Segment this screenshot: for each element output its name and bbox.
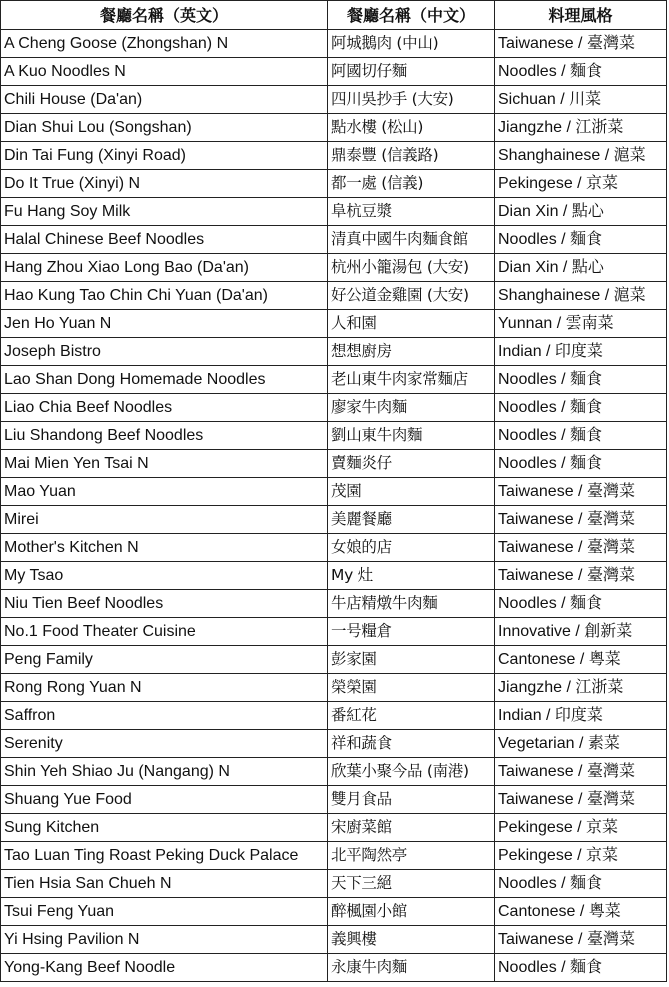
table-row bbox=[1, 394, 667, 422]
table-row bbox=[1, 450, 667, 478]
cell-name-chinese: 一号糧倉 bbox=[328, 618, 495, 646]
cell-name-chinese: 醉楓園小館 bbox=[328, 898, 495, 926]
cell-name-chinese: My 灶 bbox=[328, 562, 495, 590]
cell-name-english: Liu Shandong Beef Noodles bbox=[1, 422, 328, 450]
header-row bbox=[1, 1, 667, 30]
cell-name-chinese: 杭州小籠湯包 (大安) bbox=[328, 254, 495, 282]
cell-name-chinese: 牛店精燉牛肉麵 bbox=[328, 590, 495, 618]
table-row bbox=[1, 506, 667, 534]
cell-cuisine: Shanghainese / 滬菜 bbox=[495, 142, 667, 170]
table-row bbox=[1, 646, 667, 674]
table-row bbox=[1, 142, 667, 170]
table-row bbox=[1, 618, 667, 646]
cell-name-english: Yong-Kang Beef Noodle bbox=[1, 954, 328, 982]
header-cuisine: 料理風格 bbox=[495, 1, 667, 30]
cell-name-english: Tsui Feng Yuan bbox=[1, 898, 328, 926]
cell-name-chinese: 好公道金雞園 (大安) bbox=[328, 282, 495, 310]
cell-name-english: Shuang Yue Food bbox=[1, 786, 328, 814]
cell-name-chinese: 榮榮園 bbox=[328, 674, 495, 702]
cell-name-chinese: 阿城鵝肉 (中山) bbox=[328, 30, 495, 58]
table-row bbox=[1, 842, 667, 870]
cell-name-english: Tien Hsia San Chueh N bbox=[1, 870, 328, 898]
cell-name-chinese: 鼎泰豐 (信義路) bbox=[328, 142, 495, 170]
cell-cuisine: Pekingese / 京菜 bbox=[495, 842, 667, 870]
table-header bbox=[1, 1, 667, 30]
cell-name-english: Do It True (Xinyi) N bbox=[1, 170, 328, 198]
cell-name-chinese: 義興樓 bbox=[328, 926, 495, 954]
cell-cuisine: Taiwanese / 臺灣菜 bbox=[495, 534, 667, 562]
cell-name-english: Shin Yeh Shiao Ju (Nangang) N bbox=[1, 758, 328, 786]
table-row bbox=[1, 898, 667, 926]
cell-name-english: Rong Rong Yuan N bbox=[1, 674, 328, 702]
cell-name-chinese: 劉山東牛肉麵 bbox=[328, 422, 495, 450]
cell-cuisine: Noodles / 麵食 bbox=[495, 954, 667, 982]
cell-name-chinese: 阿國切仔麵 bbox=[328, 58, 495, 86]
cell-name-english: Mirei bbox=[1, 506, 328, 534]
cell-cuisine: Noodles / 麵食 bbox=[495, 58, 667, 86]
table-row bbox=[1, 730, 667, 758]
table-body bbox=[1, 30, 667, 982]
cell-name-chinese: 天下三絕 bbox=[328, 870, 495, 898]
table-row bbox=[1, 254, 667, 282]
table-row bbox=[1, 870, 667, 898]
cell-cuisine: Noodles / 麵食 bbox=[495, 870, 667, 898]
cell-name-chinese: 祥和蔬食 bbox=[328, 730, 495, 758]
table-row bbox=[1, 954, 667, 982]
cell-cuisine: Taiwanese / 臺灣菜 bbox=[495, 506, 667, 534]
cell-name-chinese: 茂園 bbox=[328, 478, 495, 506]
cell-name-english: A Cheng Goose (Zhongshan) N bbox=[1, 30, 328, 58]
table-row bbox=[1, 478, 667, 506]
table-row bbox=[1, 926, 667, 954]
cell-cuisine: Noodles / 麵食 bbox=[495, 394, 667, 422]
cell-cuisine: Jiangzhe / 江浙菜 bbox=[495, 114, 667, 142]
cell-cuisine: Taiwanese / 臺灣菜 bbox=[495, 758, 667, 786]
cell-name-english: No.1 Food Theater Cuisine bbox=[1, 618, 328, 646]
cell-cuisine: Taiwanese / 臺灣菜 bbox=[495, 562, 667, 590]
cell-name-chinese: 想想廚房 bbox=[328, 338, 495, 366]
table-row bbox=[1, 758, 667, 786]
cell-name-english: Lao Shan Dong Homemade Noodles bbox=[1, 366, 328, 394]
cell-cuisine: Taiwanese / 臺灣菜 bbox=[495, 926, 667, 954]
cell-name-english: A Kuo Noodles N bbox=[1, 58, 328, 86]
cell-cuisine: Noodles / 麵食 bbox=[495, 226, 667, 254]
header-name-chinese: 餐廳名稱（中文） bbox=[328, 1, 495, 30]
cell-name-chinese: 四川吳抄手 (大安) bbox=[328, 86, 495, 114]
cell-cuisine: Jiangzhe / 江浙菜 bbox=[495, 674, 667, 702]
cell-name-english: Mai Mien Yen Tsai N bbox=[1, 450, 328, 478]
cell-name-chinese: 點水樓 (松山) bbox=[328, 114, 495, 142]
cell-name-english: Yi Hsing Pavilion N bbox=[1, 926, 328, 954]
cell-name-chinese: 欣葉小聚今品 (南港) bbox=[328, 758, 495, 786]
cell-cuisine: Noodles / 麵食 bbox=[495, 590, 667, 618]
cell-name-english: Fu Hang Soy Milk bbox=[1, 198, 328, 226]
cell-name-english: Dian Shui Lou (Songshan) bbox=[1, 114, 328, 142]
table-row bbox=[1, 562, 667, 590]
cell-name-chinese: 賣麵炎仔 bbox=[328, 450, 495, 478]
cell-name-english: Niu Tien Beef Noodles bbox=[1, 590, 328, 618]
table-row bbox=[1, 226, 667, 254]
cell-name-english: Mao Yuan bbox=[1, 478, 328, 506]
cell-cuisine: Dian Xin / 點心 bbox=[495, 198, 667, 226]
cell-cuisine: Shanghainese / 滬菜 bbox=[495, 282, 667, 310]
table-row bbox=[1, 338, 667, 366]
cell-name-chinese: 清真中國牛肉麵食館 bbox=[328, 226, 495, 254]
cell-cuisine: Noodles / 麵食 bbox=[495, 366, 667, 394]
table-row bbox=[1, 282, 667, 310]
cell-name-english: Saffron bbox=[1, 702, 328, 730]
cell-name-english: Serenity bbox=[1, 730, 328, 758]
cell-cuisine: Sichuan / 川菜 bbox=[495, 86, 667, 114]
cell-name-chinese: 番紅花 bbox=[328, 702, 495, 730]
cell-name-chinese: 宋廚菜館 bbox=[328, 814, 495, 842]
cell-name-english: Mother's Kitchen N bbox=[1, 534, 328, 562]
table-row bbox=[1, 422, 667, 450]
table-row bbox=[1, 674, 667, 702]
header-name-english: 餐廳名稱（英文） bbox=[1, 1, 328, 30]
cell-cuisine: Taiwanese / 臺灣菜 bbox=[495, 786, 667, 814]
table-row bbox=[1, 198, 667, 226]
cell-name-chinese: 美麗餐廳 bbox=[328, 506, 495, 534]
table-row bbox=[1, 310, 667, 338]
table-row bbox=[1, 114, 667, 142]
cell-name-english: Liao Chia Beef Noodles bbox=[1, 394, 328, 422]
table-row bbox=[1, 786, 667, 814]
cell-cuisine: Innovative / 創新菜 bbox=[495, 618, 667, 646]
table-row bbox=[1, 366, 667, 394]
cell-cuisine: Pekingese / 京菜 bbox=[495, 814, 667, 842]
cell-name-english: Peng Family bbox=[1, 646, 328, 674]
cell-cuisine: Cantonese / 粵菜 bbox=[495, 898, 667, 926]
cell-cuisine: Taiwanese / 臺灣菜 bbox=[495, 30, 667, 58]
cell-name-english: Hao Kung Tao Chin Chi Yuan (Da'an) bbox=[1, 282, 328, 310]
cell-name-english: Halal Chinese Beef Noodles bbox=[1, 226, 328, 254]
table-row bbox=[1, 814, 667, 842]
cell-cuisine: Vegetarian / 素菜 bbox=[495, 730, 667, 758]
cell-name-english: Chili House (Da'an) bbox=[1, 86, 328, 114]
cell-cuisine: Cantonese / 粵菜 bbox=[495, 646, 667, 674]
cell-name-english: Din Tai Fung (Xinyi Road) bbox=[1, 142, 328, 170]
cell-name-chinese: 雙月食品 bbox=[328, 786, 495, 814]
cell-name-chinese: 女娘的店 bbox=[328, 534, 495, 562]
table-row bbox=[1, 170, 667, 198]
cell-name-chinese: 永康牛肉麵 bbox=[328, 954, 495, 982]
cell-name-chinese: 彭家園 bbox=[328, 646, 495, 674]
cell-cuisine: Noodles / 麵食 bbox=[495, 450, 667, 478]
cell-name-english: Sung Kitchen bbox=[1, 814, 328, 842]
table-row bbox=[1, 30, 667, 58]
cell-name-english: Hang Zhou Xiao Long Bao (Da'an) bbox=[1, 254, 328, 282]
cell-cuisine: Noodles / 麵食 bbox=[495, 422, 667, 450]
cell-cuisine: Pekingese / 京菜 bbox=[495, 170, 667, 198]
table-row bbox=[1, 534, 667, 562]
cell-cuisine: Dian Xin / 點心 bbox=[495, 254, 667, 282]
cell-name-chinese: 老山東牛肉家常麵店 bbox=[328, 366, 495, 394]
cell-cuisine: Taiwanese / 臺灣菜 bbox=[495, 478, 667, 506]
table-row bbox=[1, 590, 667, 618]
table-row bbox=[1, 86, 667, 114]
cell-name-english: Tao Luan Ting Roast Peking Duck Palace bbox=[1, 842, 328, 870]
cell-name-english: Joseph Bistro bbox=[1, 338, 328, 366]
cell-cuisine: Indian / 印度菜 bbox=[495, 702, 667, 730]
table-row bbox=[1, 58, 667, 86]
cell-name-chinese: 北平陶然亭 bbox=[328, 842, 495, 870]
cell-name-english: My Tsao bbox=[1, 562, 328, 590]
cell-name-chinese: 人和園 bbox=[328, 310, 495, 338]
cell-name-chinese: 阜杭豆漿 bbox=[328, 198, 495, 226]
cell-cuisine: Yunnan / 雲南菜 bbox=[495, 310, 667, 338]
cell-cuisine: Indian / 印度菜 bbox=[495, 338, 667, 366]
cell-name-chinese: 廖家牛肉麵 bbox=[328, 394, 495, 422]
cell-name-english: Jen Ho Yuan N bbox=[1, 310, 328, 338]
cell-name-chinese: 都一處 (信義) bbox=[328, 170, 495, 198]
table-row bbox=[1, 702, 667, 730]
